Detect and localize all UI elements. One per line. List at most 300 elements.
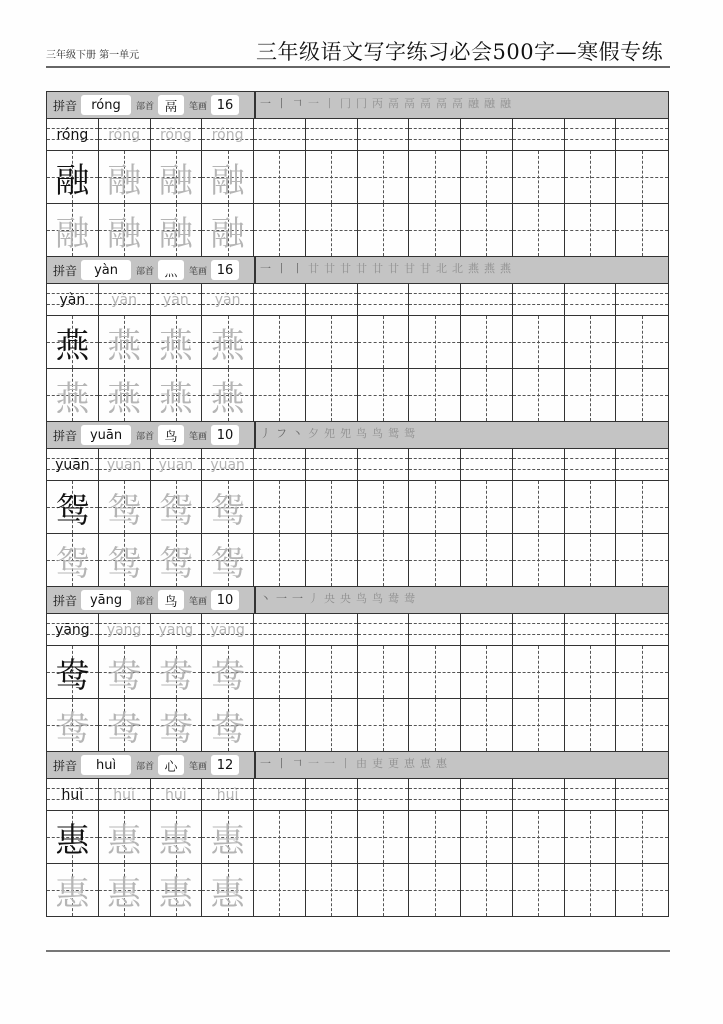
stroke-step: 北 xyxy=(452,262,463,275)
character-cell[interactable] xyxy=(358,699,410,751)
character-block xyxy=(47,422,668,587)
stroke-step: 鸟 xyxy=(372,427,383,440)
character-trace: 燕 xyxy=(55,378,90,419)
pinyin-model: róng xyxy=(56,126,89,143)
pinyin-cell[interactable] xyxy=(202,119,254,150)
character-trace: 融 xyxy=(210,213,245,254)
character-cell[interactable] xyxy=(409,481,461,533)
character-cell[interactable] xyxy=(306,481,358,533)
stroke-count: 10 xyxy=(211,425,239,445)
pinyin-cell[interactable] xyxy=(565,119,617,150)
character-cell[interactable] xyxy=(47,864,99,916)
character-cell[interactable] xyxy=(99,811,151,863)
character-cell[interactable] xyxy=(47,481,99,533)
character-trace: 惠 xyxy=(107,820,142,861)
radical-value: 鸟 xyxy=(158,590,184,610)
character-cell[interactable] xyxy=(202,369,254,421)
stroke-step: 廿 xyxy=(308,262,319,275)
pinyin-trace: yāng xyxy=(106,621,142,638)
stroke-step: 恵 xyxy=(420,757,431,770)
character-trace: 惠 xyxy=(210,873,245,914)
character-cell[interactable] xyxy=(306,699,358,751)
character-cell[interactable] xyxy=(99,151,151,203)
stroke-step: 鬲 xyxy=(436,97,447,110)
pinyin-cell[interactable] xyxy=(513,449,565,480)
character-block xyxy=(47,752,668,916)
character-cell[interactable] xyxy=(358,646,410,698)
character-cell[interactable] xyxy=(151,369,203,421)
stroke-step: 丿 xyxy=(308,592,319,605)
pinyin-cell[interactable] xyxy=(202,614,254,645)
character-trace: 融 xyxy=(158,213,193,254)
character-cell[interactable] xyxy=(99,699,151,751)
character-cell[interactable] xyxy=(151,534,203,586)
character-cell[interactable] xyxy=(99,369,151,421)
stroke-count: 16 xyxy=(211,95,239,115)
pinyin-cell[interactable] xyxy=(202,779,254,810)
strokes-label: 笔画 xyxy=(189,266,208,277)
pinyin-label: 拼音 xyxy=(53,263,78,278)
character-trace: 融 xyxy=(107,213,142,254)
stroke-step: 一 xyxy=(260,757,271,770)
character-cell[interactable] xyxy=(306,369,358,421)
pinyin-cell[interactable] xyxy=(306,119,358,150)
character-cell[interactable] xyxy=(306,811,358,863)
stroke-step: 一 xyxy=(292,592,303,605)
character-cell[interactable] xyxy=(513,811,565,863)
character-cell[interactable] xyxy=(151,864,203,916)
pinyin-cell[interactable] xyxy=(99,779,151,810)
pinyin-cell[interactable] xyxy=(565,614,617,645)
character-cell[interactable] xyxy=(202,646,254,698)
pinyin-cell[interactable] xyxy=(151,449,203,480)
character-cell[interactable] xyxy=(616,811,668,863)
stroke-step: 一 xyxy=(276,592,287,605)
pinyin-cell[interactable] xyxy=(358,779,410,810)
character-cell[interactable] xyxy=(616,481,668,533)
stroke-step: 燕 xyxy=(484,262,495,275)
radical-value: 鸟 xyxy=(158,425,184,445)
pinyin-cell[interactable] xyxy=(409,119,461,150)
character-cell[interactable] xyxy=(513,646,565,698)
radical-label: 部首 xyxy=(136,266,155,277)
pinyin-cell[interactable] xyxy=(202,284,254,315)
character-cell[interactable] xyxy=(409,811,461,863)
character-cell[interactable] xyxy=(513,699,565,751)
strokes-label: 笔画 xyxy=(189,761,208,772)
character-model: 燕 xyxy=(55,325,90,366)
character-cell[interactable] xyxy=(565,151,617,203)
stroke-order xyxy=(259,260,512,276)
character-cell[interactable] xyxy=(565,864,617,916)
stroke-step: 丨 xyxy=(340,757,351,770)
stroke-step: 一 xyxy=(260,262,271,275)
character-block xyxy=(47,587,668,752)
pinyin-cell[interactable] xyxy=(151,779,203,810)
band-divider xyxy=(254,422,256,448)
stroke-step: 更 xyxy=(388,757,399,770)
character-cell[interactable] xyxy=(202,699,254,751)
character-row xyxy=(47,646,668,699)
pinyin-cell[interactable] xyxy=(616,284,668,315)
pinyin-model: huì xyxy=(61,786,84,803)
character-cell[interactable] xyxy=(565,534,617,586)
character-cell[interactable] xyxy=(358,151,410,203)
pinyin-cell[interactable] xyxy=(99,119,151,150)
character-cell[interactable] xyxy=(616,369,668,421)
stroke-step: 夗 xyxy=(340,427,351,440)
pinyin-cell[interactable] xyxy=(358,449,410,480)
pinyin-cell[interactable] xyxy=(409,779,461,810)
character-cell[interactable] xyxy=(47,699,99,751)
character-cell[interactable] xyxy=(99,481,151,533)
character-cell[interactable] xyxy=(99,864,151,916)
pinyin-cell[interactable] xyxy=(513,614,565,645)
character-cell[interactable] xyxy=(202,864,254,916)
pinyin-cell[interactable] xyxy=(616,614,668,645)
character-cell[interactable] xyxy=(461,369,513,421)
character-trace: 惠 xyxy=(107,873,142,914)
stroke-step: 廿 xyxy=(356,262,367,275)
character-model: 惠 xyxy=(55,820,90,861)
stroke-count: 10 xyxy=(211,590,239,610)
character-cell[interactable] xyxy=(202,481,254,533)
character-cell[interactable] xyxy=(254,864,306,916)
character-cell[interactable] xyxy=(47,369,99,421)
pinyin-cell[interactable] xyxy=(254,119,306,150)
character-cell[interactable] xyxy=(99,534,151,586)
character-cell[interactable] xyxy=(306,204,358,256)
pinyin-cell[interactable] xyxy=(47,284,99,315)
character-cell[interactable] xyxy=(565,369,617,421)
stroke-step: 一 xyxy=(260,97,271,110)
pinyin-cell[interactable] xyxy=(616,119,668,150)
pinyin-model: yuān xyxy=(55,456,90,473)
stroke-step: 𠃍 xyxy=(292,757,303,770)
character-cell[interactable] xyxy=(409,864,461,916)
character-cell[interactable] xyxy=(565,316,617,368)
character-cell[interactable] xyxy=(358,811,410,863)
character-cell[interactable] xyxy=(358,316,410,368)
character-cell[interactable] xyxy=(202,151,254,203)
character-cell[interactable] xyxy=(202,811,254,863)
strokes-label: 笔画 xyxy=(189,431,208,442)
character-cell[interactable] xyxy=(461,534,513,586)
stroke-step: 融 xyxy=(468,97,479,110)
character-cell[interactable] xyxy=(254,811,306,863)
character-trace: 惠 xyxy=(158,820,193,861)
stroke-step: 恵 xyxy=(404,757,415,770)
stroke-step: 丶 xyxy=(260,592,271,605)
pinyin-cell[interactable] xyxy=(513,284,565,315)
pinyin-cell[interactable] xyxy=(254,449,306,480)
character-cell[interactable] xyxy=(306,151,358,203)
stroke-step: 鸟 xyxy=(356,427,367,440)
pinyin-trace: yāng xyxy=(158,621,194,638)
character-cell[interactable] xyxy=(461,811,513,863)
pinyin-trace: róng xyxy=(159,126,192,143)
pinyin-cell[interactable] xyxy=(47,614,99,645)
pinyin-cell[interactable] xyxy=(99,614,151,645)
character-trace: 燕 xyxy=(158,378,193,419)
character-cell[interactable] xyxy=(254,369,306,421)
character-cell[interactable] xyxy=(202,534,254,586)
character-cell[interactable] xyxy=(513,534,565,586)
pinyin-cell[interactable] xyxy=(306,284,358,315)
character-cell[interactable] xyxy=(99,646,151,698)
character-cell[interactable] xyxy=(358,204,410,256)
pinyin-cell[interactable] xyxy=(616,779,668,810)
character-cell[interactable] xyxy=(306,646,358,698)
pinyin-cell[interactable] xyxy=(306,614,358,645)
character-cell[interactable] xyxy=(358,864,410,916)
page-title: 三年级语文写字练习必会500字—寒假专练 xyxy=(256,40,664,64)
character-block xyxy=(47,257,668,422)
character-cell[interactable] xyxy=(47,151,99,203)
stroke-step: 鸳 xyxy=(388,427,399,440)
character-cell[interactable] xyxy=(565,699,617,751)
stroke-step: 一 xyxy=(308,757,319,770)
character-cell[interactable] xyxy=(202,316,254,368)
pinyin-row xyxy=(47,449,668,481)
pinyin-value: yàn xyxy=(81,260,131,280)
stroke-step: 丙 xyxy=(372,97,383,110)
character-cell[interactable] xyxy=(202,204,254,256)
character-trace: 燕 xyxy=(210,378,245,419)
pinyin-cell[interactable] xyxy=(151,614,203,645)
character-cell[interactable] xyxy=(47,811,99,863)
character-cell[interactable] xyxy=(306,316,358,368)
character-cell[interactable] xyxy=(565,204,617,256)
pinyin-cell[interactable] xyxy=(409,284,461,315)
character-trace: 鸳 xyxy=(210,490,245,531)
character-cell[interactable] xyxy=(616,316,668,368)
band-divider xyxy=(254,752,256,778)
stroke-step: 冂 xyxy=(340,97,351,110)
pinyin-row xyxy=(47,614,668,646)
radical-label: 部首 xyxy=(136,431,155,442)
character-cell[interactable] xyxy=(151,204,203,256)
pinyin-cell[interactable] xyxy=(99,284,151,315)
character-cell[interactable] xyxy=(99,204,151,256)
stroke-step: 甘 xyxy=(404,262,415,275)
character-trace: 燕 xyxy=(158,325,193,366)
stroke-step: 𠃍 xyxy=(292,97,303,110)
pinyin-row xyxy=(47,119,668,151)
character-trace: 惠 xyxy=(158,873,193,914)
pinyin-cell[interactable] xyxy=(151,284,203,315)
character-trace: 融 xyxy=(107,160,142,201)
stroke-step: 廿 xyxy=(388,262,399,275)
stroke-step: 由 xyxy=(356,757,367,770)
pinyin-cell[interactable] xyxy=(461,779,513,810)
character-cell[interactable] xyxy=(151,811,203,863)
character-trace: 燕 xyxy=(107,325,142,366)
stroke-step: 鸳 xyxy=(404,427,415,440)
pinyin-cell[interactable] xyxy=(565,779,617,810)
stroke-order xyxy=(259,425,416,441)
character-cell[interactable] xyxy=(513,151,565,203)
pinyin-label: 拼音 xyxy=(53,98,78,113)
practice-grid xyxy=(46,91,669,917)
character-cell[interactable] xyxy=(616,204,668,256)
character-cell[interactable] xyxy=(47,316,99,368)
character-cell[interactable] xyxy=(513,316,565,368)
character-cell[interactable] xyxy=(513,864,565,916)
stroke-step: 鬲 xyxy=(404,97,415,110)
pinyin-cell[interactable] xyxy=(99,449,151,480)
character-cell[interactable] xyxy=(409,151,461,203)
pinyin-model: yàn xyxy=(59,291,86,308)
pinyin-cell[interactable] xyxy=(461,614,513,645)
character-cell[interactable] xyxy=(151,646,203,698)
character-cell[interactable] xyxy=(409,534,461,586)
character-cell[interactable] xyxy=(513,204,565,256)
pinyin-cell[interactable] xyxy=(47,449,99,480)
character-trace: 鸯 xyxy=(107,655,142,696)
character-cell[interactable] xyxy=(254,481,306,533)
stroke-step: 冂 xyxy=(356,97,367,110)
pinyin-cell[interactable] xyxy=(358,119,410,150)
character-cell[interactable] xyxy=(513,481,565,533)
character-trace: 鸯 xyxy=(210,708,245,749)
pinyin-cell[interactable] xyxy=(47,779,99,810)
character-cell[interactable] xyxy=(99,316,151,368)
pinyin-cell[interactable] xyxy=(409,614,461,645)
character-model: 鸳 xyxy=(55,490,90,531)
pinyin-cell[interactable] xyxy=(513,779,565,810)
pinyin-cell[interactable] xyxy=(358,284,410,315)
pinyin-cell[interactable] xyxy=(202,449,254,480)
character-cell[interactable] xyxy=(409,204,461,256)
pinyin-trace: yàn xyxy=(111,291,137,308)
character-cell[interactable] xyxy=(565,646,617,698)
character-cell[interactable] xyxy=(513,369,565,421)
pinyin-cell[interactable] xyxy=(461,119,513,150)
stroke-step: 融 xyxy=(500,97,511,110)
character-cell[interactable] xyxy=(565,811,617,863)
pinyin-cell[interactable] xyxy=(306,779,358,810)
character-cell[interactable] xyxy=(306,534,358,586)
radical-value: 灬 xyxy=(158,260,184,280)
stroke-step: 融 xyxy=(484,97,495,110)
character-cell[interactable] xyxy=(616,646,668,698)
character-cell[interactable] xyxy=(616,699,668,751)
pinyin-cell[interactable] xyxy=(151,119,203,150)
character-cell[interactable] xyxy=(409,316,461,368)
character-row xyxy=(47,699,668,751)
character-cell[interactable] xyxy=(358,481,410,533)
character-cell[interactable] xyxy=(409,369,461,421)
stroke-step: 夗 xyxy=(324,427,335,440)
character-info-band xyxy=(47,752,668,779)
character-cell[interactable] xyxy=(616,534,668,586)
character-cell[interactable] xyxy=(254,204,306,256)
character-cell[interactable] xyxy=(254,646,306,698)
stroke-step: 夕 xyxy=(308,427,319,440)
pinyin-cell[interactable] xyxy=(254,779,306,810)
character-trace: 鸳 xyxy=(158,543,193,584)
character-info-band xyxy=(47,92,668,119)
stroke-step: 鬲 xyxy=(420,97,431,110)
character-cell[interactable] xyxy=(461,204,513,256)
pinyin-cell[interactable] xyxy=(461,449,513,480)
pinyin-cell[interactable] xyxy=(47,119,99,150)
character-info-band xyxy=(47,422,668,449)
character-cell[interactable] xyxy=(47,204,99,256)
pinyin-trace: yàn xyxy=(214,291,241,308)
character-trace: 鸳 xyxy=(158,490,193,531)
pinyin-cell[interactable] xyxy=(358,614,410,645)
character-cell[interactable] xyxy=(461,646,513,698)
character-cell[interactable] xyxy=(254,699,306,751)
stroke-step: 鸯 xyxy=(404,592,415,605)
character-cell[interactable] xyxy=(461,699,513,751)
character-cell[interactable] xyxy=(461,151,513,203)
stroke-step: 丨 xyxy=(276,97,287,110)
character-cell[interactable] xyxy=(409,646,461,698)
stroke-step: 鸟 xyxy=(356,592,367,605)
character-row xyxy=(47,481,668,534)
character-cell[interactable] xyxy=(565,481,617,533)
character-cell[interactable] xyxy=(254,316,306,368)
character-cell[interactable] xyxy=(358,534,410,586)
pinyin-cell[interactable] xyxy=(306,449,358,480)
pinyin-cell[interactable] xyxy=(565,449,617,480)
pinyin-cell[interactable] xyxy=(254,614,306,645)
character-cell[interactable] xyxy=(358,369,410,421)
character-info-band xyxy=(47,257,668,284)
character-cell[interactable] xyxy=(151,481,203,533)
band-divider xyxy=(254,587,256,613)
stroke-step: 央 xyxy=(340,592,351,605)
character-cell[interactable] xyxy=(461,481,513,533)
stroke-step: フ xyxy=(276,427,287,440)
character-cell[interactable] xyxy=(254,534,306,586)
character-cell[interactable] xyxy=(616,151,668,203)
character-info-band xyxy=(47,587,668,614)
character-trace: 鸯 xyxy=(55,708,90,749)
pinyin-cell[interactable] xyxy=(616,449,668,480)
character-cell[interactable] xyxy=(151,151,203,203)
character-cell[interactable] xyxy=(151,316,203,368)
character-cell[interactable] xyxy=(47,534,99,586)
character-cell[interactable] xyxy=(254,151,306,203)
stroke-step: 丨 xyxy=(276,757,287,770)
stroke-step: 丶 xyxy=(292,427,303,440)
pinyin-cell[interactable] xyxy=(565,284,617,315)
pinyin-cell[interactable] xyxy=(254,284,306,315)
pinyin-cell[interactable] xyxy=(461,284,513,315)
stroke-order xyxy=(259,95,512,111)
character-row xyxy=(47,534,668,586)
radical-label: 部首 xyxy=(136,761,155,772)
character-cell[interactable] xyxy=(461,864,513,916)
pinyin-trace: yuān xyxy=(106,456,142,473)
pinyin-cell[interactable] xyxy=(409,449,461,480)
character-cell[interactable] xyxy=(47,646,99,698)
character-cell[interactable] xyxy=(409,699,461,751)
radical-value: 心 xyxy=(158,755,184,775)
band-divider xyxy=(254,92,256,118)
character-cell[interactable] xyxy=(616,864,668,916)
stroke-order xyxy=(259,590,416,606)
character-cell[interactable] xyxy=(306,864,358,916)
character-cell[interactable] xyxy=(151,699,203,751)
pinyin-trace: huì xyxy=(113,786,135,803)
character-cell[interactable] xyxy=(461,316,513,368)
pinyin-cell[interactable] xyxy=(513,119,565,150)
